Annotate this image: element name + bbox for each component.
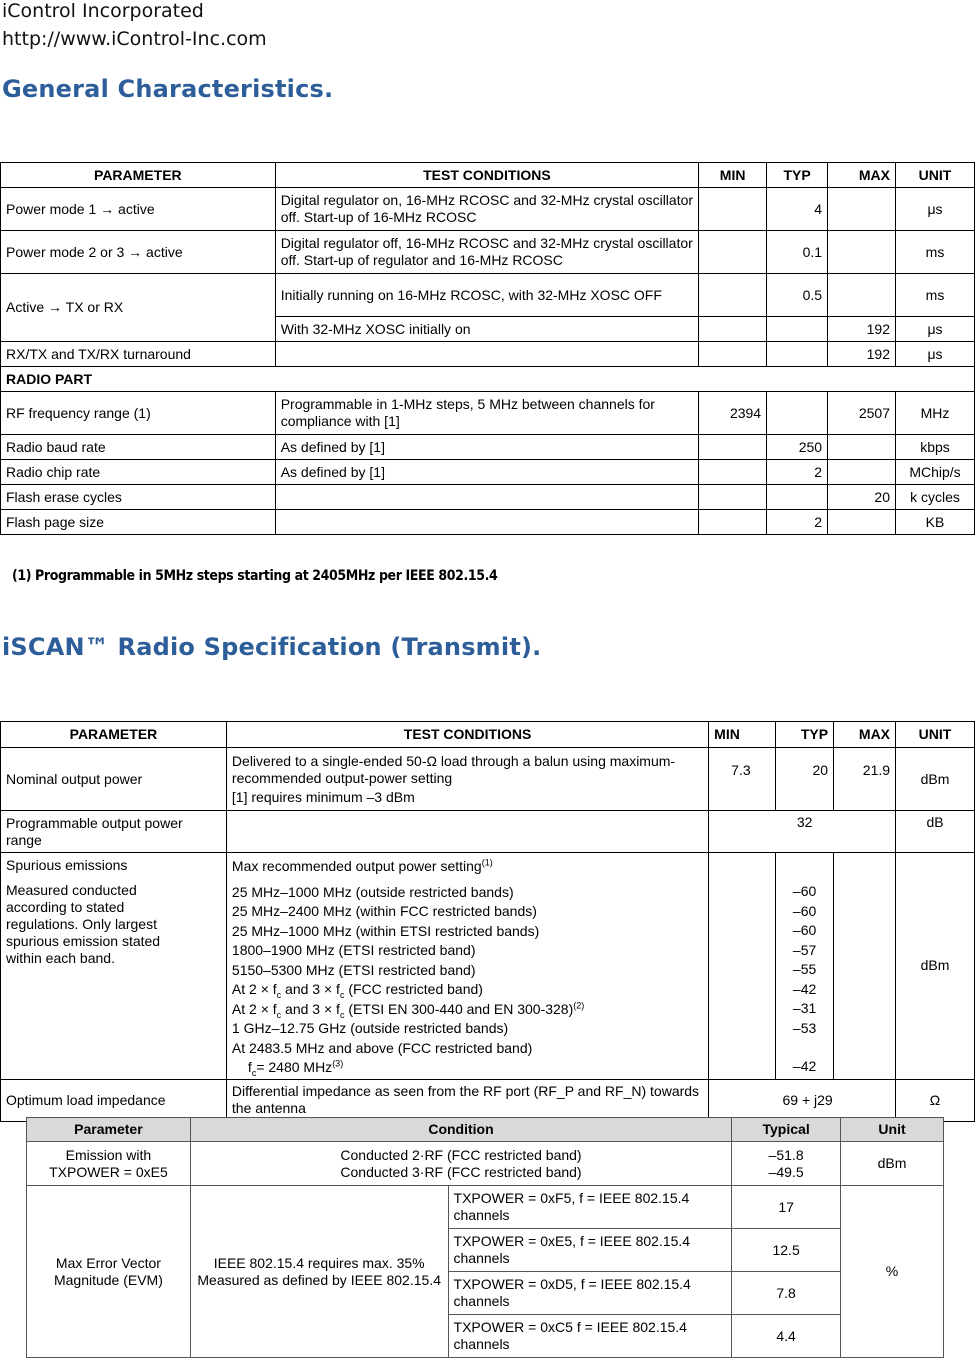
cond-line: [1] requires minimum –3 dBm: [231, 788, 415, 805]
cond-line: Delivered to a single-ended 50-Ω load through a balun using maximum-recommended output-power setting: [231, 752, 676, 786]
param-cell: Power mode 2 or 3 → active: [1, 231, 276, 274]
typ-cell: 4: [767, 188, 828, 231]
max-cell: 2507: [828, 392, 896, 435]
setting-cell: TXPOWER = 0xD5, f = IEEE 802.15.4 channels: [448, 1272, 732, 1315]
radio-part-label: RADIO PART: [1, 367, 975, 392]
unit-cell: MHz: [896, 392, 975, 435]
col-parameter: PARAMETER: [1, 163, 276, 188]
param-cell: Optimum load impedance: [1, 1079, 227, 1121]
col-max: MAX: [834, 722, 896, 748]
cond-line: 25 MHz–1000 MHz (outside restricted bands): [231, 883, 514, 900]
spurious-label: Spurious emissions: [6, 857, 128, 873]
emission-evm-table: [26, 1117, 944, 1358]
table-row: [1, 510, 975, 535]
spurious-header: Max recommended output power setting: [231, 858, 482, 874]
unit-cell: k cycles: [896, 485, 975, 510]
unit-cell: MChip/s: [896, 460, 975, 485]
col-parameter: PARAMETER: [1, 722, 227, 748]
param-cell: Radio baud rate: [1, 435, 276, 460]
value: –60: [792, 922, 817, 938]
unit-cell: dBm: [841, 1142, 944, 1186]
col-max: MAX: [828, 163, 896, 188]
typ-cell: 2: [767, 460, 828, 485]
company-name: iControl Incorporated: [2, 0, 204, 22]
table-row: [27, 1142, 944, 1186]
param-cell: Power mode 1 → active: [1, 188, 276, 231]
col-unit: UNIT: [896, 722, 975, 748]
table-row: [1, 485, 975, 510]
min-cell: [699, 231, 767, 274]
param-cell: Emission with TXPOWER = 0xE5: [27, 1142, 191, 1186]
param-cell: RF frequency range (1): [1, 392, 276, 435]
cond-cell: As defined by [1]: [275, 460, 698, 485]
max-cell: [828, 274, 896, 317]
unit-cell: ms: [896, 274, 975, 317]
table-row: [1, 1079, 975, 1121]
section-row: [1, 367, 975, 392]
cond-line: 1800–1900 MHz (ETSI restricted band): [231, 942, 476, 958]
unit-cell: μs: [896, 317, 975, 342]
max-cell: 21.9: [834, 748, 896, 811]
footnote: (1) Programmable in 5MHz steps starting at 2405MHz per IEEE 802.15.4: [12, 568, 498, 584]
cond-line: 5150–5300 MHz (ETSI restricted band): [231, 961, 476, 978]
max-cell: 192: [828, 317, 896, 342]
typ-cell: [767, 485, 828, 510]
max-cell: 20: [828, 485, 896, 510]
typ-cell: [767, 317, 828, 342]
max-cell: [828, 510, 896, 535]
col-unit: UNIT: [896, 163, 975, 188]
typ-cell: [767, 392, 828, 435]
cond-line: $f_c= 2480$ MHz$^{(3)}$: [247, 1058, 344, 1078]
section-title-iscan: iSCAN™ Radio Specification (Transmit).: [2, 633, 542, 661]
max-cell: [828, 460, 896, 485]
setting-cell: TXPOWER = 0xC5 f = IEEE 802.15.4 channels: [448, 1315, 732, 1358]
param-cell: Radio chip rate: [1, 460, 276, 485]
table-row: [1, 748, 975, 811]
col-test-conditions: TEST CONDITIONS: [226, 722, 708, 748]
value: –53: [792, 1019, 817, 1036]
table-row: [1, 460, 975, 485]
table-row: [1, 231, 975, 274]
typ-cell: 17: [732, 1186, 841, 1229]
min-cell: [699, 435, 767, 460]
general-characteristics-table: [0, 162, 975, 535]
table-row: [1, 435, 975, 460]
cond-line: At $2 \times f_c$ and $3 \times f_c$ (FCC restricted band): [231, 981, 483, 1000]
col-min: MIN: [709, 722, 776, 748]
cond-cell: [275, 342, 698, 367]
footnote-ref: (1): [481, 857, 493, 868]
min-cell: [699, 188, 767, 231]
min-cell: 2394: [699, 392, 767, 435]
cond-cell: Initially running on 16-MHz RCOSC, with 32-MHz XOSC OFF: [275, 274, 698, 317]
col-typical: Typical: [732, 1118, 841, 1142]
max-cell: [828, 231, 896, 274]
min-cell: [699, 485, 767, 510]
company-url[interactable]: http://www.iControl-Inc.com: [2, 28, 267, 50]
cond-line: 1 GHz–12.75 GHz (outside restricted bands): [231, 1020, 509, 1036]
param-cell: Flash erase cycles: [1, 485, 276, 510]
unit-cell: Ω: [896, 1079, 975, 1121]
typ-cell: 250: [767, 435, 828, 460]
min-cell: 7.3: [709, 748, 776, 811]
iscan-transmit-table: [0, 721, 975, 1122]
cond-line: 25 MHz–2400 MHz (within FCC restricted bands): [231, 903, 537, 919]
cond-cell: [275, 510, 698, 535]
unit-cell: kbps: [896, 435, 975, 460]
cond-cell: Digital regulator off, 16-MHz RCOSC and 32-MHz crystal oscillator off. Start-up of regulator and 16-MHz RCOSC: [275, 231, 698, 274]
col-test-conditions: TEST CONDITIONS: [275, 163, 698, 188]
cond-cell: [226, 853, 708, 1080]
value: –60: [792, 902, 817, 919]
value: –42: [792, 980, 817, 997]
typ-cell: 32: [709, 811, 896, 853]
col-typ: TYP: [776, 722, 834, 748]
cond-cell: Differential impedance as seen from the RF port (RF_P and RF_N) towards the antenna: [226, 1079, 708, 1121]
unit-cell: %: [841, 1186, 944, 1358]
unit-cell: dB: [896, 811, 975, 853]
max-cell: [828, 435, 896, 460]
min-cell: [699, 317, 767, 342]
typ-cell: [776, 853, 834, 1080]
value: –60: [792, 883, 817, 899]
unit-cell: dBm: [896, 748, 975, 811]
cond-cell: [275, 485, 698, 510]
table-row: [27, 1186, 944, 1229]
param-cell: Active → TX or RX: [1, 274, 276, 342]
max-cell: [834, 853, 896, 1080]
cond-cell: With 32-MHz XOSC initially on: [275, 317, 698, 342]
setting-cell: TXPOWER = 0xE5, f = IEEE 802.15.4 channels: [448, 1229, 732, 1272]
min-cell: [699, 342, 767, 367]
cond-cell: [226, 811, 708, 853]
cond-cell: Conducted 2·RF (FCC restricted band) Conducted 3·RF (FCC restricted band): [190, 1142, 731, 1186]
value: –57: [792, 941, 817, 958]
typ-cell: 2: [767, 510, 828, 535]
unit-cell: μs: [896, 342, 975, 367]
cond-cell: As defined by [1]: [275, 435, 698, 460]
table-row: [1, 811, 975, 853]
param-cell: [1, 853, 227, 1080]
cond-cell: [226, 748, 708, 811]
table-row: [1, 274, 975, 317]
unit-cell: KB: [896, 510, 975, 535]
unit-cell: μs: [896, 188, 975, 231]
min-cell: [699, 460, 767, 485]
setting-cell: TXPOWER = 0xF5, f = IEEE 802.15.4 channels: [448, 1186, 732, 1229]
table-row: [1, 342, 975, 367]
param-cell: Max Error Vector Magnitude (EVM): [27, 1186, 191, 1358]
param-cell: Nominal output power: [1, 748, 227, 811]
typ-cell: 4.4: [732, 1315, 841, 1358]
param-cell: Programmable output power range: [1, 811, 227, 853]
table-row: [1, 392, 975, 435]
cond-line: At $2 \times f_c$ and $3 \times f_c$ (ETSI EN 300-440 and EN 300-328)$^{(2)}$: [231, 999, 585, 1020]
spurious-desc: Measured conducted according to stated regulations. Only largest spurious emission stated within each band.: [6, 882, 161, 966]
typ-cell: 12.5: [732, 1229, 841, 1272]
typ-cell: 69 + j29: [709, 1079, 896, 1121]
unit-cell: dBm: [896, 853, 975, 1080]
param-cell: RX/TX and TX/RX turnaround: [1, 342, 276, 367]
value: –42: [792, 1058, 817, 1074]
min-cell: [699, 510, 767, 535]
cond-cell: Digital regulator on, 16-MHz RCOSC and 32-MHz crystal oscillator off. Start-up of 16-MHz RCOSC: [275, 188, 698, 231]
cond-line: At 2483.5 MHz and above (FCC restricted band): [231, 1039, 533, 1056]
typ-cell: 0.1: [767, 231, 828, 274]
cond-cell: Programmable in 1-MHz steps, 5 MHz between channels for compliance with [1]: [275, 392, 698, 435]
table-row: [1, 853, 975, 1080]
cond-line: 25 MHz–1000 MHz (within ETSI restricted bands): [231, 922, 540, 939]
cond-cell: IEEE 802.15.4 requires max. 35% Measured as defined by IEEE 802.15.4: [190, 1186, 448, 1358]
value: –31: [792, 1000, 817, 1016]
typ-cell: 7.8: [732, 1272, 841, 1315]
max-cell: 192: [828, 342, 896, 367]
typ-cell: [767, 342, 828, 367]
value: –55: [792, 961, 817, 977]
min-cell: [709, 853, 776, 1080]
section-title-general: General Characteristics.: [2, 75, 334, 103]
typ-cell: 0.5: [767, 274, 828, 317]
typ-cell: –51.8 –49.5: [732, 1142, 841, 1186]
col-unit: Unit: [841, 1118, 944, 1142]
col-min: MIN: [699, 163, 767, 188]
max-cell: [828, 188, 896, 231]
col-typ: TYP: [767, 163, 828, 188]
col-condition: Condition: [190, 1118, 731, 1142]
typ-cell: 20: [776, 748, 834, 811]
unit-cell: ms: [896, 231, 975, 274]
table-row: [1, 188, 975, 231]
param-cell: Flash page size: [1, 510, 276, 535]
min-cell: [699, 274, 767, 317]
col-parameter: Parameter: [27, 1118, 191, 1142]
